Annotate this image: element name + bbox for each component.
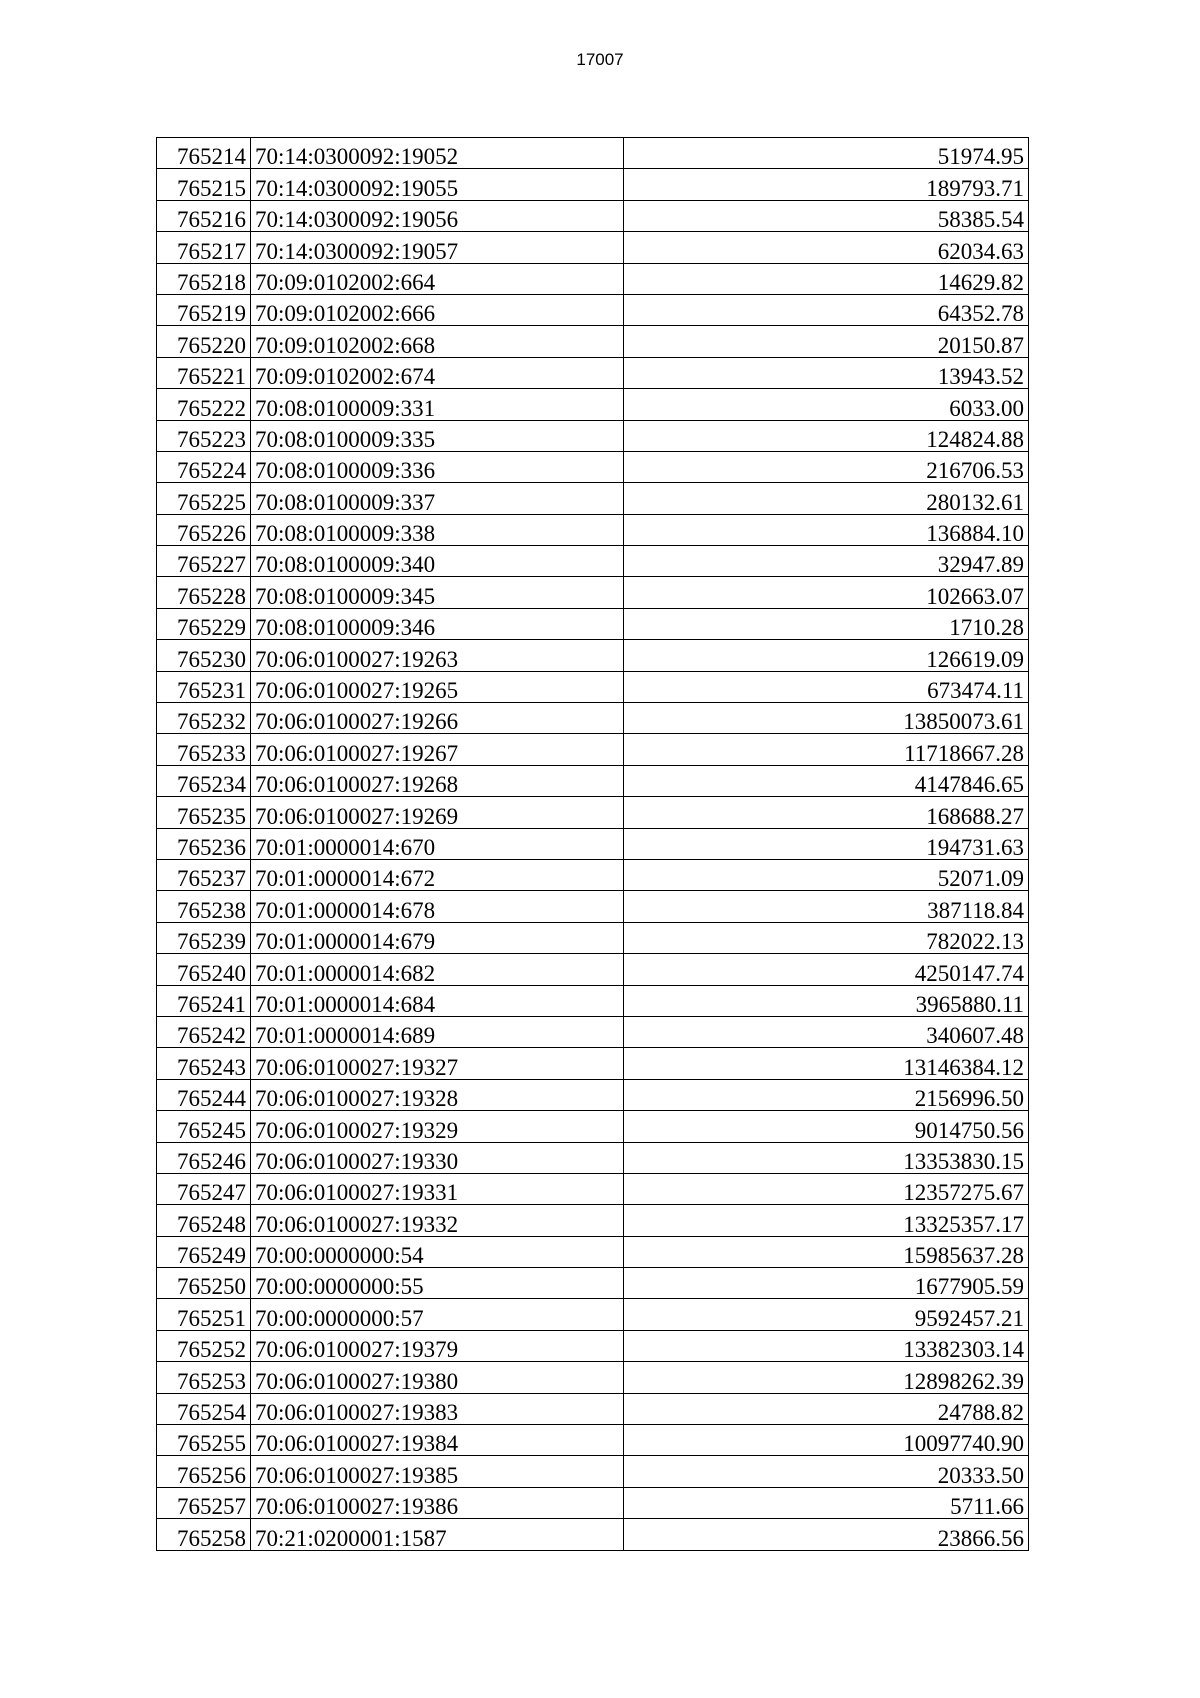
table-row (157, 703, 1029, 734)
cadastral-number-cell: 70:08:0100009:335 (251, 420, 624, 451)
table-row (157, 1425, 1029, 1456)
row-id-cell: 765238 (157, 891, 251, 922)
row-id-cell: 765226 (157, 514, 251, 545)
row-id-cell: 765225 (157, 483, 251, 514)
cadastral-number-cell: 70:08:0100009:345 (251, 577, 624, 608)
value-cell: 13353830.15 (624, 1142, 1029, 1173)
row-id-cell: 765231 (157, 671, 251, 702)
row-id-cell: 765247 (157, 1173, 251, 1204)
row-id-cell: 765219 (157, 294, 251, 325)
value-cell: 64352.78 (624, 294, 1029, 325)
row-id-cell: 765239 (157, 922, 251, 953)
cadastral-number-cell: 70:01:0000014:678 (251, 891, 624, 922)
value-cell: 4147846.65 (624, 765, 1029, 796)
value-cell: 58385.54 (624, 200, 1029, 231)
cadastral-number-cell: 70:06:0100027:19329 (251, 1111, 624, 1142)
table-row (157, 1173, 1029, 1204)
row-id-cell: 765215 (157, 169, 251, 200)
cadastral-number-cell: 70:06:0100027:19385 (251, 1456, 624, 1487)
table-row (157, 1142, 1029, 1173)
cadastral-number-cell: 70:06:0100027:19380 (251, 1362, 624, 1393)
table-row (157, 985, 1029, 1016)
row-id-cell: 765249 (157, 1236, 251, 1267)
value-cell: 12898262.39 (624, 1362, 1029, 1393)
table-row (157, 765, 1029, 796)
value-cell: 216706.53 (624, 451, 1029, 482)
value-cell: 23866.56 (624, 1519, 1029, 1550)
row-id-cell: 765224 (157, 451, 251, 482)
cadastral-number-cell: 70:06:0100027:19331 (251, 1173, 624, 1204)
value-cell: 10097740.90 (624, 1425, 1029, 1456)
value-cell: 1710.28 (624, 608, 1029, 639)
value-cell: 280132.61 (624, 483, 1029, 514)
row-id-cell: 765254 (157, 1393, 251, 1424)
value-cell: 194731.63 (624, 828, 1029, 859)
table-row (157, 671, 1029, 702)
value-cell: 102663.07 (624, 577, 1029, 608)
value-cell: 6033.00 (624, 389, 1029, 420)
cadastral-number-cell: 70:01:0000014:679 (251, 922, 624, 953)
cadastral-number-cell: 70:06:0100027:19330 (251, 1142, 624, 1173)
value-cell: 15985637.28 (624, 1236, 1029, 1267)
table-row (157, 577, 1029, 608)
row-id-cell: 765214 (157, 138, 251, 169)
registry-table (156, 137, 1029, 1551)
row-id-cell: 765243 (157, 1048, 251, 1079)
value-cell: 168688.27 (624, 797, 1029, 828)
table-row (157, 389, 1029, 420)
row-id-cell: 765246 (157, 1142, 251, 1173)
row-id-cell: 765251 (157, 1299, 251, 1330)
cadastral-number-cell: 70:08:0100009:340 (251, 546, 624, 577)
cadastral-number-cell: 70:00:0000000:55 (251, 1268, 624, 1299)
value-cell: 4250147.74 (624, 954, 1029, 985)
table-row (157, 1330, 1029, 1361)
cadastral-number-cell: 70:09:0102002:668 (251, 326, 624, 357)
value-cell: 62034.63 (624, 232, 1029, 263)
table-row (157, 859, 1029, 890)
table-row (157, 1079, 1029, 1110)
cadastral-number-cell: 70:06:0100027:19332 (251, 1205, 624, 1236)
cadastral-number-cell: 70:06:0100027:19379 (251, 1330, 624, 1361)
row-id-cell: 765218 (157, 263, 251, 294)
row-id-cell: 765230 (157, 640, 251, 671)
value-cell: 32947.89 (624, 546, 1029, 577)
value-cell: 5711.66 (624, 1487, 1029, 1518)
table-row (157, 891, 1029, 922)
cadastral-number-cell: 70:21:0200001:1587 (251, 1519, 624, 1550)
table-row (157, 357, 1029, 388)
cadastral-number-cell: 70:14:0300092:19056 (251, 200, 624, 231)
row-id-cell: 765227 (157, 546, 251, 577)
value-cell: 673474.11 (624, 671, 1029, 702)
row-id-cell: 765236 (157, 828, 251, 859)
value-cell: 3965880.11 (624, 985, 1029, 1016)
table-row (157, 797, 1029, 828)
value-cell: 24788.82 (624, 1393, 1029, 1424)
row-id-cell: 765237 (157, 859, 251, 890)
row-id-cell: 765222 (157, 389, 251, 420)
row-id-cell: 765244 (157, 1079, 251, 1110)
row-id-cell: 765257 (157, 1487, 251, 1518)
value-cell: 2156996.50 (624, 1079, 1029, 1110)
table-row (157, 232, 1029, 263)
table-row (157, 420, 1029, 451)
table-row (157, 263, 1029, 294)
value-cell: 11718667.28 (624, 734, 1029, 765)
cadastral-number-cell: 70:08:0100009:331 (251, 389, 624, 420)
table-row (157, 608, 1029, 639)
row-id-cell: 765235 (157, 797, 251, 828)
row-id-cell: 765240 (157, 954, 251, 985)
table-row (157, 640, 1029, 671)
cadastral-number-cell: 70:08:0100009:346 (251, 608, 624, 639)
row-id-cell: 765217 (157, 232, 251, 263)
table-row (157, 169, 1029, 200)
cadastral-number-cell: 70:00:0000000:57 (251, 1299, 624, 1330)
value-cell: 52071.09 (624, 859, 1029, 890)
value-cell: 387118.84 (624, 891, 1029, 922)
table-row (157, 1362, 1029, 1393)
value-cell: 12357275.67 (624, 1173, 1029, 1204)
cadastral-number-cell: 70:08:0100009:338 (251, 514, 624, 545)
row-id-cell: 765229 (157, 608, 251, 639)
cadastral-number-cell: 70:01:0000014:684 (251, 985, 624, 1016)
cadastral-number-cell: 70:01:0000014:689 (251, 1016, 624, 1047)
cadastral-number-cell: 70:01:0000014:670 (251, 828, 624, 859)
cadastral-number-cell: 70:06:0100027:19383 (251, 1393, 624, 1424)
cadastral-number-cell: 70:01:0000014:682 (251, 954, 624, 985)
cadastral-number-cell: 70:06:0100027:19268 (251, 765, 624, 796)
cadastral-number-cell: 70:06:0100027:19384 (251, 1425, 624, 1456)
table-row (157, 734, 1029, 765)
value-cell: 13943.52 (624, 357, 1029, 388)
table-row (157, 1205, 1029, 1236)
table-row (157, 1236, 1029, 1267)
row-id-cell: 765232 (157, 703, 251, 734)
row-id-cell: 765241 (157, 985, 251, 1016)
cadastral-number-cell: 70:06:0100027:19269 (251, 797, 624, 828)
cadastral-number-cell: 70:14:0300092:19055 (251, 169, 624, 200)
table-row (157, 1519, 1029, 1550)
cadastral-number-cell: 70:09:0102002:664 (251, 263, 624, 294)
table-row (157, 1268, 1029, 1299)
value-cell: 9014750.56 (624, 1111, 1029, 1142)
cadastral-number-cell: 70:06:0100027:19386 (251, 1487, 624, 1518)
cadastral-number-cell: 70:14:0300092:19052 (251, 138, 624, 169)
cadastral-number-cell: 70:14:0300092:19057 (251, 232, 624, 263)
value-cell: 340607.48 (624, 1016, 1029, 1047)
row-id-cell: 765221 (157, 357, 251, 388)
table-row (157, 546, 1029, 577)
cadastral-number-cell: 70:09:0102002:666 (251, 294, 624, 325)
row-id-cell: 765234 (157, 765, 251, 796)
table-row (157, 1456, 1029, 1487)
value-cell: 189793.71 (624, 169, 1029, 200)
value-cell: 13850073.61 (624, 703, 1029, 734)
row-id-cell: 765253 (157, 1362, 251, 1393)
value-cell: 1677905.59 (624, 1268, 1029, 1299)
row-id-cell: 765223 (157, 420, 251, 451)
cadastral-number-cell: 70:09:0102002:674 (251, 357, 624, 388)
value-cell: 136884.10 (624, 514, 1029, 545)
value-cell: 782022.13 (624, 922, 1029, 953)
page-number: 17007 (576, 50, 624, 69)
table-row (157, 1393, 1029, 1424)
row-id-cell: 765220 (157, 326, 251, 357)
value-cell: 13146384.12 (624, 1048, 1029, 1079)
value-cell: 14629.82 (624, 263, 1029, 294)
row-id-cell: 765216 (157, 200, 251, 231)
cadastral-number-cell: 70:08:0100009:337 (251, 483, 624, 514)
cadastral-number-cell: 70:01:0000014:672 (251, 859, 624, 890)
table-row (157, 294, 1029, 325)
cadastral-number-cell: 70:06:0100027:19266 (251, 703, 624, 734)
registry-table-body (157, 138, 1029, 1551)
table-row (157, 138, 1029, 169)
table-row (157, 1299, 1029, 1330)
table-row (157, 514, 1029, 545)
cadastral-number-cell: 70:06:0100027:19263 (251, 640, 624, 671)
table-row (157, 326, 1029, 357)
table-row (157, 954, 1029, 985)
row-id-cell: 765228 (157, 577, 251, 608)
table-row (157, 1111, 1029, 1142)
cadastral-number-cell: 70:06:0100027:19327 (251, 1048, 624, 1079)
value-cell: 13325357.17 (624, 1205, 1029, 1236)
value-cell: 13382303.14 (624, 1330, 1029, 1361)
table-row (157, 200, 1029, 231)
row-id-cell: 765252 (157, 1330, 251, 1361)
cadastral-number-cell: 70:08:0100009:336 (251, 451, 624, 482)
table-row (157, 1016, 1029, 1047)
value-cell: 124824.88 (624, 420, 1029, 451)
value-cell: 20333.50 (624, 1456, 1029, 1487)
table-row (157, 451, 1029, 482)
cadastral-number-cell: 70:06:0100027:19267 (251, 734, 624, 765)
row-id-cell: 765258 (157, 1519, 251, 1550)
row-id-cell: 765248 (157, 1205, 251, 1236)
value-cell: 51974.95 (624, 138, 1029, 169)
table-row (157, 828, 1029, 859)
table-row (157, 1487, 1029, 1518)
row-id-cell: 765245 (157, 1111, 251, 1142)
cadastral-number-cell: 70:00:0000000:54 (251, 1236, 624, 1267)
cadastral-number-cell: 70:06:0100027:19265 (251, 671, 624, 702)
table-row (157, 922, 1029, 953)
row-id-cell: 765242 (157, 1016, 251, 1047)
row-id-cell: 765255 (157, 1425, 251, 1456)
cadastral-number-cell: 70:06:0100027:19328 (251, 1079, 624, 1110)
row-id-cell: 765233 (157, 734, 251, 765)
value-cell: 126619.09 (624, 640, 1029, 671)
value-cell: 9592457.21 (624, 1299, 1029, 1330)
row-id-cell: 765250 (157, 1268, 251, 1299)
table-row (157, 1048, 1029, 1079)
value-cell: 20150.87 (624, 326, 1029, 357)
row-id-cell: 765256 (157, 1456, 251, 1487)
table-row (157, 483, 1029, 514)
